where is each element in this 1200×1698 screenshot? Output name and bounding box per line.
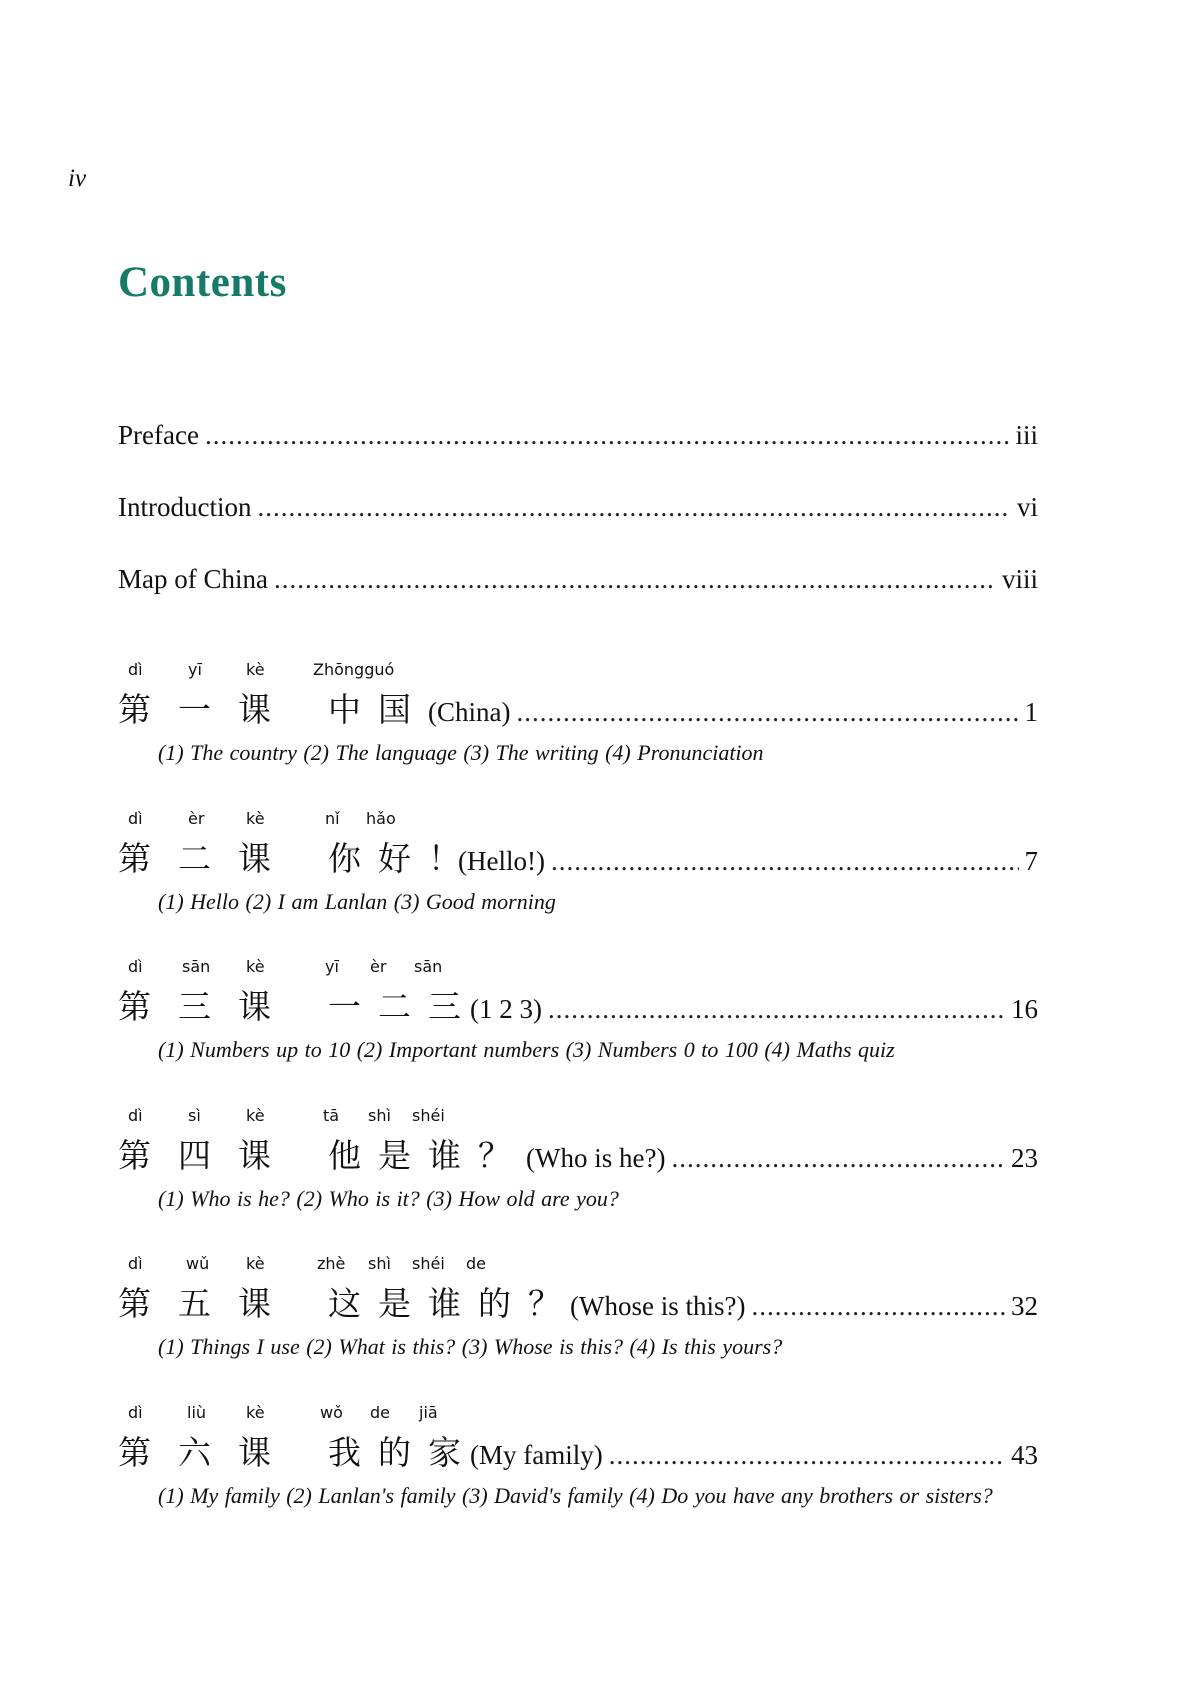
pinyin: jiā <box>419 1403 438 1422</box>
hanzi: 谁 <box>428 1284 461 1323</box>
lesson-title-line <box>118 1427 1038 1471</box>
pinyin: kè <box>246 1403 265 1422</box>
pinyin-row <box>118 1106 1038 1130</box>
lesson-page: 43 <box>1011 1440 1038 1470</box>
lesson-page: 23 <box>1011 1143 1038 1173</box>
pinyin: kè <box>246 809 265 828</box>
pinyin: shéi <box>412 1106 445 1125</box>
hanzi: 家 <box>428 1433 461 1472</box>
hanzi: 第 <box>118 839 151 878</box>
dot-leader <box>751 1291 1005 1322</box>
pinyin-row <box>118 1254 1038 1278</box>
lesson-page: 32 <box>1011 1291 1038 1321</box>
pinyin: dì <box>128 1106 143 1125</box>
hanzi: 二 <box>378 987 411 1026</box>
pinyin: kè <box>246 1254 265 1273</box>
hanzi: 一 <box>178 690 211 729</box>
hanzi: 课 <box>238 1284 271 1323</box>
hanzi: ？ <box>478 1136 511 1175</box>
pinyin: sān <box>182 957 211 976</box>
pinyin: èr <box>370 957 387 976</box>
lesson-page: 1 <box>1024 697 1038 727</box>
lesson-page: 7 <box>1024 846 1038 876</box>
pinyin: èr <box>188 809 205 828</box>
hanzi: 四 <box>178 1136 211 1175</box>
hanzi: 我 <box>328 1433 361 1472</box>
hanzi: 是 <box>378 1284 411 1323</box>
hanzi: 五 <box>178 1284 211 1323</box>
lesson-english-title: (My family) <box>470 1440 603 1470</box>
lesson-page: 16 <box>1011 994 1038 1024</box>
toc-entry-preface[interactable] <box>118 420 1038 451</box>
pinyin: nǐ <box>325 809 340 828</box>
lesson-topics: (1) Things I use (2) What is this? (3) Whose is this? (4) Is this yours? <box>158 1334 783 1359</box>
pinyin: kè <box>246 660 265 679</box>
pinyin: zhè <box>317 1254 346 1273</box>
pinyin-row <box>118 957 1038 981</box>
pinyin: hǎo <box>366 809 396 828</box>
pinyin: sān <box>414 957 443 976</box>
lesson-topics: (1) Numbers up to 10 (2) Important numbers (3) Numbers 0 to 100 (4) Maths quiz <box>158 1037 895 1062</box>
hanzi: 的 <box>478 1284 511 1323</box>
pinyin: de <box>466 1254 486 1273</box>
toc-entry-label: Preface <box>118 420 199 450</box>
hanzi: 的 <box>378 1433 411 1472</box>
dot-leader <box>257 492 1011 523</box>
hanzi: 你 <box>328 839 361 878</box>
lesson-title-line <box>118 981 1038 1025</box>
lesson-entry-1[interactable] <box>118 660 1038 767</box>
toc-entry-page: iii <box>1015 420 1038 450</box>
lesson-entry-3[interactable] <box>118 957 1038 1064</box>
pinyin-row <box>118 1403 1038 1427</box>
hanzi: 中 <box>328 690 361 729</box>
lesson-english-title: (1 2 3) <box>470 994 542 1024</box>
toc-entry-page: viii <box>1001 564 1038 594</box>
pinyin: wǒ <box>320 1403 343 1422</box>
hanzi: 是 <box>378 1136 411 1175</box>
hanzi: 他 <box>328 1136 361 1175</box>
hanzi: 二 <box>178 839 211 878</box>
lesson-topics: (1) The country (2) The language (3) The writing (4) Pronunciation <box>158 740 764 765</box>
pinyin-row <box>118 660 1038 684</box>
dot-leader <box>551 846 1019 877</box>
hanzi: 国 <box>378 690 411 729</box>
pinyin: wǔ <box>186 1254 210 1273</box>
lesson-entry-5[interactable] <box>118 1254 1038 1361</box>
pinyin: de <box>370 1403 390 1422</box>
hanzi: 课 <box>238 987 271 1026</box>
hanzi: 一 <box>328 987 361 1026</box>
lesson-title-line <box>118 1130 1038 1174</box>
toc-entry-introduction[interactable] <box>118 492 1038 523</box>
lesson-entry-6[interactable] <box>118 1403 1038 1510</box>
hanzi: 六 <box>178 1433 211 1472</box>
pinyin: tā <box>323 1106 340 1125</box>
lesson-title-line <box>118 1278 1038 1322</box>
pinyin-row <box>118 809 1038 833</box>
dot-leader <box>609 1440 1005 1471</box>
hanzi: 谁 <box>428 1136 461 1175</box>
pinyin: dì <box>128 1254 143 1273</box>
hanzi: 课 <box>238 690 271 729</box>
hanzi: 第 <box>118 1284 151 1323</box>
hanzi: 三 <box>178 987 211 1026</box>
page-number: iv <box>68 165 87 192</box>
lesson-english-title: (China) <box>428 697 511 727</box>
hanzi: 第 <box>118 690 151 729</box>
lesson-topics: (1) Who is he? (2) Who is it? (3) How old are you? <box>158 1186 619 1211</box>
lesson-entry-4[interactable] <box>118 1106 1038 1213</box>
pinyin: dì <box>128 809 143 828</box>
pinyin: yī <box>188 660 202 679</box>
dot-leader <box>671 1143 1005 1174</box>
pinyin: shì <box>368 1106 391 1125</box>
toc-entry-page: vi <box>1016 492 1038 522</box>
hanzi: 三 <box>428 987 461 1026</box>
lesson-english-title: (Who is he?) <box>526 1143 666 1173</box>
pinyin: Zhōngguó <box>313 660 395 679</box>
pinyin: kè <box>246 1106 265 1125</box>
hanzi: ！ <box>428 839 461 878</box>
pinyin: dì <box>128 1403 143 1422</box>
pinyin: kè <box>246 957 265 976</box>
pinyin: yī <box>325 957 339 976</box>
lesson-english-title: (Hello!) <box>458 846 545 876</box>
toc-entry-label: Introduction <box>118 492 252 522</box>
pinyin: sì <box>188 1106 201 1125</box>
lesson-topics: (1) My family (2) Lanlan's family (3) David's family (4) Do you have any brothers or sisters? <box>158 1483 993 1508</box>
lesson-title-line <box>118 684 1038 728</box>
hanzi: 第 <box>118 987 151 1026</box>
hanzi: 课 <box>238 839 271 878</box>
pinyin: dì <box>128 957 143 976</box>
pinyin: shéi <box>412 1254 445 1273</box>
lesson-topics: (1) Hello (2) I am Lanlan (3) Good morning <box>158 889 556 914</box>
hanzi: 这 <box>328 1284 361 1323</box>
hanzi: 课 <box>238 1136 271 1175</box>
dot-leader <box>274 564 996 595</box>
hanzi: 第 <box>118 1136 151 1175</box>
hanzi: ？ <box>528 1284 561 1323</box>
lesson-title-line <box>118 833 1038 877</box>
toc-entry-label: Map of China <box>118 564 268 594</box>
dot-leader <box>548 994 1005 1025</box>
dot-leader <box>516 697 1018 728</box>
dot-leader <box>205 420 1010 451</box>
toc-entry-map-of-china[interactable] <box>118 564 1038 595</box>
hanzi: 好 <box>378 839 411 878</box>
hanzi: 课 <box>238 1433 271 1472</box>
lesson-english-title: (Whose is this?) <box>570 1291 746 1321</box>
pinyin: shì <box>368 1254 391 1273</box>
lesson-entry-2[interactable] <box>118 809 1038 916</box>
pinyin: liù <box>187 1403 207 1422</box>
hanzi: 第 <box>118 1433 151 1472</box>
pinyin: dì <box>128 660 143 679</box>
contents-title: Contents <box>118 259 287 306</box>
